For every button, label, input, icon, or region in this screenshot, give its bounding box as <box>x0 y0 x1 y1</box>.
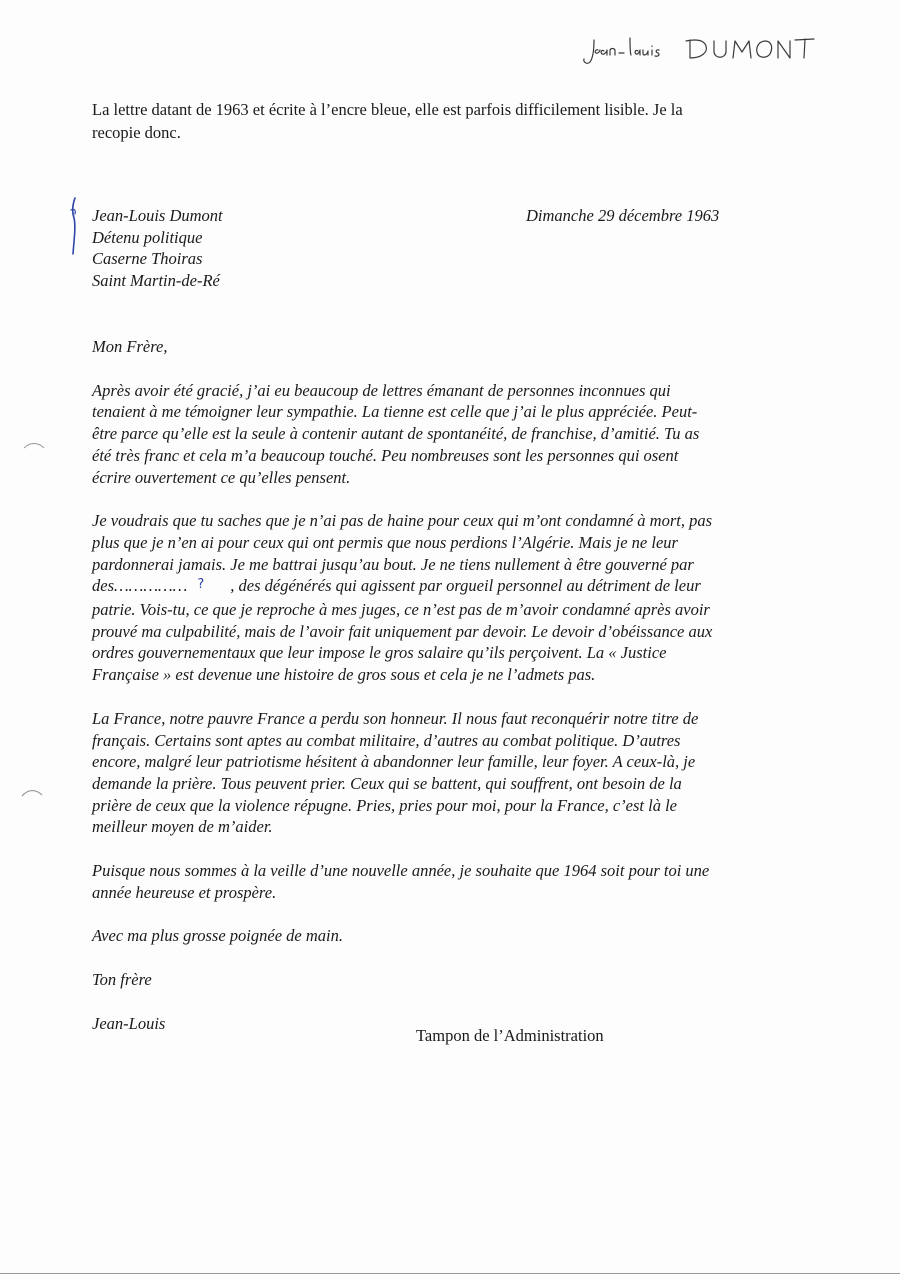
stamp-note: Tampon de l’Administration <box>416 1026 604 1045</box>
text-line: écrire ouvertement ce qu’elles pensent. <box>92 467 351 487</box>
text-line: été très franc et cela m’a beaucoup touché. Peu nombreuses sont les personnes qui osent <box>92 445 679 465</box>
sender-place: Caserne Thoiras <box>92 249 203 268</box>
page-edge-line <box>0 1273 900 1274</box>
text-line: tenaient à me témoigner leur sympathie. La tienne est celle que j’ai le plus appréciée. Peut- <box>92 402 698 422</box>
text-line: prouvé ma culpabilité, mais de l’avoir fait uniquement par devoir. Le devoir d’obéissance aux <box>92 621 713 641</box>
text-line: La France, notre pauvre France a perdu son honneur. Il nous faut reconquérir notre titre de <box>92 708 699 728</box>
letter-date: Dimanche 29 décembre 1963 <box>526 206 720 225</box>
farewell: Avec ma plus grosse poignée de main. <box>92 926 343 946</box>
text-line: ordres gouvernementaux que leur impose le gros salaire qu’ils perçoivent. La « Justice <box>92 643 667 663</box>
intro-line: recopie donc. <box>92 123 181 142</box>
text-line: plus que je n’en ai pour ceux qui ont permis que nous perdions l’Algérie. Mais je ne leur <box>92 532 678 552</box>
gap-dots: des…………… <box>92 576 188 596</box>
text-line: français. Certains sont aptes au combat militaire, d’autres au combat politique. D’autres <box>92 730 681 750</box>
text-line: Française » est devenue une histoire de gros sous et cela je ne l’admets pas. <box>92 665 596 685</box>
paragraph <box>92 510 804 686</box>
text-line: Après avoir été gracié, j’ai eu beaucoup de lettres émanant de personnes inconnues qui <box>92 380 671 400</box>
text-line: pardonnerai jamais. Je me battrai jusqu’au bout. Je ne tiens nullement à être gouverné par <box>92 554 694 574</box>
margin-ink-mark <box>66 196 82 256</box>
salutation: Mon Frère, <box>92 337 168 356</box>
text-line: meilleur moyen de m’aider. <box>92 817 273 837</box>
sender-address <box>92 205 223 291</box>
gap-line-rest: , des dégénérés qui agissent par orgueil personnel au détriment de leur <box>230 576 701 596</box>
text-line-with-gap <box>92 575 804 599</box>
text-line: année heureuse et prospère. <box>92 882 277 902</box>
ink-question-mark: ? <box>197 577 205 593</box>
paragraph <box>92 380 804 489</box>
text-line: patrie. Vois-tu, ce que je reproche à mes juges, ce n’est pas de m’avoir condamné après avoir <box>92 600 710 620</box>
transcription-note <box>92 98 792 144</box>
sign-off: Ton frère <box>92 970 152 990</box>
letter-signature: Jean-Louis <box>92 1013 166 1033</box>
text-line: Puisque nous sommes à la veille d’une nouvelle année, je souhaite que 1964 soit pour toi une <box>92 861 710 881</box>
sender-town: Saint Martin-de-Ré <box>92 270 220 290</box>
text-line: demande la prière. Tous peuvent prier. Ceux qui se battent, qui souffrent, ont besoin de la <box>92 773 682 793</box>
text-line: encore, malgré leur patriotisme hésitent à abandonner leur famille, leur foyer. A ceux-là, je <box>92 752 696 772</box>
handwritten-signature <box>580 32 830 72</box>
paragraph <box>92 708 804 838</box>
punch-hole-mark <box>20 786 44 800</box>
letter-body <box>92 336 804 1057</box>
text-line: prière de ceux que la violence répugne. Pries, pries pour moi, pour la France, c’est là le <box>92 795 677 815</box>
sender-status: Détenu politique <box>92 227 203 247</box>
text-line: être parce qu’elle est la seule à contenir autant de spontanéité, de franchise, d’amitié. Tu as <box>92 424 700 444</box>
sender-name: Jean-Louis Dumont <box>92 206 223 225</box>
paragraph <box>92 860 804 903</box>
text-line: Je voudrais que tu saches que je n’ai pas de haine pour ceux qui m’ont condamné à mort, pas <box>92 511 713 531</box>
intro-line: La lettre datant de 1963 et écrite à l’encre bleue, elle est parfois difficilement lisible. Je la <box>92 100 683 119</box>
punch-hole-mark <box>22 440 46 454</box>
